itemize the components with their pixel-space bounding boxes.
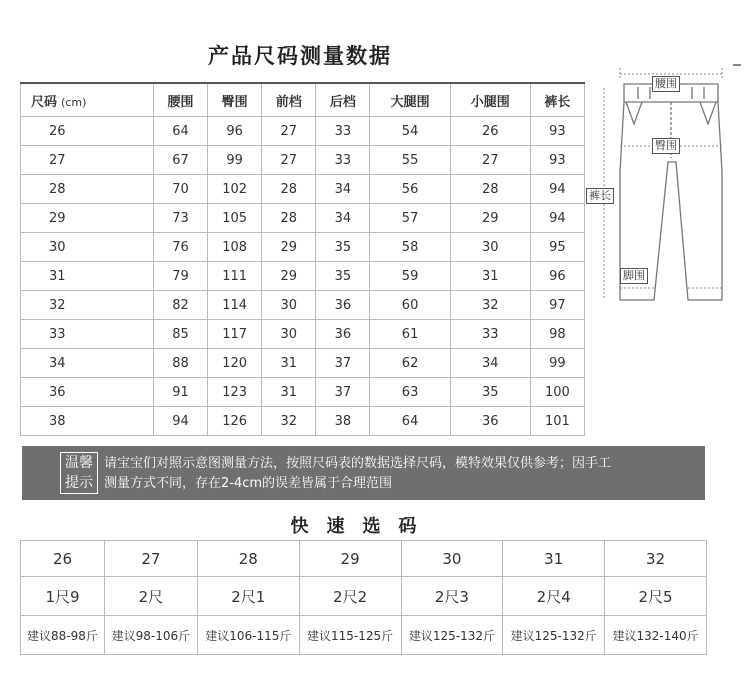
quick-size-row <box>21 541 707 577</box>
table-cell: 35 <box>450 378 530 407</box>
size-table <box>20 82 585 436</box>
table-cell: 34 <box>21 349 154 378</box>
table-cell: 36 <box>21 378 154 407</box>
table-cell: 38 <box>316 407 370 436</box>
table-cell: 57 <box>370 204 450 233</box>
table-cell: 96 <box>530 262 584 291</box>
quick-chi-cell: 2尺4 <box>503 577 605 616</box>
table-row <box>21 349 585 378</box>
pants-measurement-diagram <box>590 62 750 312</box>
tip-badge-line2: 提示 <box>65 475 93 491</box>
header-length: 裤长 <box>530 83 584 117</box>
header-thigh: 大腿围 <box>370 83 450 117</box>
table-cell: 120 <box>208 349 262 378</box>
table-cell: 31 <box>450 262 530 291</box>
header-waist: 腰围 <box>153 83 207 117</box>
table-cell: 35 <box>316 233 370 262</box>
table-row <box>21 204 585 233</box>
tip-text <box>104 454 611 494</box>
table-cell: 91 <box>153 378 207 407</box>
table-cell: 99 <box>208 146 262 175</box>
tip-badge-line1: 温馨 <box>65 455 93 471</box>
table-cell: 33 <box>316 146 370 175</box>
quick-size-cell: 31 <box>503 541 605 577</box>
table-cell: 32 <box>21 291 154 320</box>
quick-chi-row <box>21 577 707 616</box>
table-cell: 76 <box>153 233 207 262</box>
quick-chi-cell: 2尺2 <box>299 577 401 616</box>
quick-weight-cell: 建议106-115斤 <box>197 616 299 655</box>
header-unit: (cm) <box>61 95 87 109</box>
table-cell: 123 <box>208 378 262 407</box>
table-row <box>21 262 585 291</box>
table-cell: 64 <box>153 117 207 146</box>
table-cell: 105 <box>208 204 262 233</box>
table-cell: 26 <box>450 117 530 146</box>
table-cell: 27 <box>21 146 154 175</box>
quick-chi-cell: 2尺 <box>104 577 197 616</box>
table-cell: 60 <box>370 291 450 320</box>
tip-text-line2: 测量方式不同，存在2-4cm的误差皆属于合理范围 <box>104 476 393 491</box>
table-cell: 30 <box>450 233 530 262</box>
table-cell: 34 <box>316 204 370 233</box>
length-label: 裤长 <box>586 188 614 204</box>
table-cell: 34 <box>316 175 370 204</box>
table-cell: 29 <box>262 262 316 291</box>
table-cell: 108 <box>208 233 262 262</box>
table-cell: 54 <box>370 117 450 146</box>
tip-text-line1: 请宝宝们对照示意图测量方法，按照尺码表的数据选择尺码，模特效果仅供参考；因手工 <box>104 456 612 471</box>
table-cell: 79 <box>153 262 207 291</box>
table-cell: 36 <box>316 320 370 349</box>
table-row <box>21 378 585 407</box>
table-cell: 100 <box>530 378 584 407</box>
table-cell: 95 <box>530 233 584 262</box>
table-cell: 28 <box>262 175 316 204</box>
table-cell: 27 <box>450 146 530 175</box>
quick-select-table <box>20 540 707 655</box>
table-cell: 73 <box>153 204 207 233</box>
hem-label: 脚围 <box>620 268 648 284</box>
header-size <box>21 83 154 117</box>
table-cell: 37 <box>316 378 370 407</box>
quick-weight-cell: 建议88-98斤 <box>21 616 105 655</box>
table-cell: 94 <box>530 175 584 204</box>
table-cell: 31 <box>262 349 316 378</box>
quick-chi-cell: 2尺3 <box>401 577 503 616</box>
table-cell: 88 <box>153 349 207 378</box>
table-cell: 31 <box>21 262 154 291</box>
table-cell: 114 <box>208 291 262 320</box>
page-title: 产品尺码测量数据 <box>208 44 392 68</box>
table-cell: 30 <box>262 320 316 349</box>
table-cell: 29 <box>262 233 316 262</box>
size-table-header <box>21 83 585 117</box>
table-cell: 38 <box>21 407 154 436</box>
table-cell: 33 <box>316 117 370 146</box>
table-cell: 61 <box>370 320 450 349</box>
quick-size-cell: 32 <box>605 541 707 577</box>
table-cell: 27 <box>262 117 316 146</box>
quick-size-cell: 28 <box>197 541 299 577</box>
quick-weight-cell: 建议98-106斤 <box>104 616 197 655</box>
quick-size-cell: 26 <box>21 541 105 577</box>
table-cell: 117 <box>208 320 262 349</box>
table-cell: 58 <box>370 233 450 262</box>
table-cell: 85 <box>153 320 207 349</box>
table-cell: 111 <box>208 262 262 291</box>
table-cell: 94 <box>153 407 207 436</box>
table-cell: 64 <box>370 407 450 436</box>
table-cell: 63 <box>370 378 450 407</box>
header-hip: 臀围 <box>208 83 262 117</box>
table-cell: 126 <box>208 407 262 436</box>
table-cell: 37 <box>316 349 370 378</box>
table-cell: 30 <box>262 291 316 320</box>
table-row <box>21 146 585 175</box>
table-row <box>21 233 585 262</box>
table-cell: 31 <box>262 378 316 407</box>
table-cell: 33 <box>450 320 530 349</box>
hip-label: 臀围 <box>652 138 680 154</box>
header-size-label: 尺码 <box>31 94 58 110</box>
quick-weight-cell: 建议125-132斤 <box>503 616 605 655</box>
table-cell: 99 <box>530 349 584 378</box>
header-back-rise: 后档 <box>316 83 370 117</box>
table-cell: 32 <box>450 291 530 320</box>
table-cell: 67 <box>153 146 207 175</box>
table-cell: 29 <box>450 204 530 233</box>
quick-weight-cell: 建议132-140斤 <box>605 616 707 655</box>
table-cell: 33 <box>21 320 154 349</box>
table-cell: 26 <box>21 117 154 146</box>
table-cell: 102 <box>208 175 262 204</box>
quick-chi-cell: 1尺9 <box>21 577 105 616</box>
table-cell: 93 <box>530 117 584 146</box>
quick-size-cell: 29 <box>299 541 401 577</box>
table-cell: 82 <box>153 291 207 320</box>
table-cell: 34 <box>450 349 530 378</box>
table-cell: 36 <box>450 407 530 436</box>
quick-weight-cell: 建议125-132斤 <box>401 616 503 655</box>
table-cell: 59 <box>370 262 450 291</box>
table-cell: 28 <box>450 175 530 204</box>
waist-label: 腰围 <box>652 76 680 92</box>
table-row <box>21 175 585 204</box>
table-cell: 55 <box>370 146 450 175</box>
table-cell: 93 <box>530 146 584 175</box>
table-cell: 98 <box>530 320 584 349</box>
tip-badge <box>60 452 98 494</box>
table-cell: 28 <box>262 204 316 233</box>
table-cell: 32 <box>262 407 316 436</box>
table-row <box>21 291 585 320</box>
table-cell: 29 <box>21 204 154 233</box>
quick-select-title: 快速选码 <box>290 516 435 537</box>
table-cell: 36 <box>316 291 370 320</box>
table-cell: 97 <box>530 291 584 320</box>
header-calf: 小腿围 <box>450 83 530 117</box>
table-cell: 35 <box>316 262 370 291</box>
table-cell: 56 <box>370 175 450 204</box>
table-cell: 101 <box>530 407 584 436</box>
quick-weight-cell: 建议115-125斤 <box>299 616 401 655</box>
table-cell: 28 <box>21 175 154 204</box>
quick-size-cell: 27 <box>104 541 197 577</box>
quick-chi-cell: 2尺1 <box>197 577 299 616</box>
table-cell: 27 <box>262 146 316 175</box>
quick-size-cell: 30 <box>401 541 503 577</box>
tip-banner <box>22 446 705 500</box>
decorative-dash <box>733 64 741 66</box>
header-front-rise: 前档 <box>262 83 316 117</box>
table-cell: 30 <box>21 233 154 262</box>
table-cell: 94 <box>530 204 584 233</box>
table-cell: 96 <box>208 117 262 146</box>
pants-outline-icon <box>590 62 750 312</box>
quick-chi-cell: 2尺5 <box>605 577 707 616</box>
table-row <box>21 320 585 349</box>
table-row <box>21 117 585 146</box>
table-cell: 70 <box>153 175 207 204</box>
table-row <box>21 407 585 436</box>
quick-weight-row <box>21 616 707 655</box>
table-cell: 62 <box>370 349 450 378</box>
